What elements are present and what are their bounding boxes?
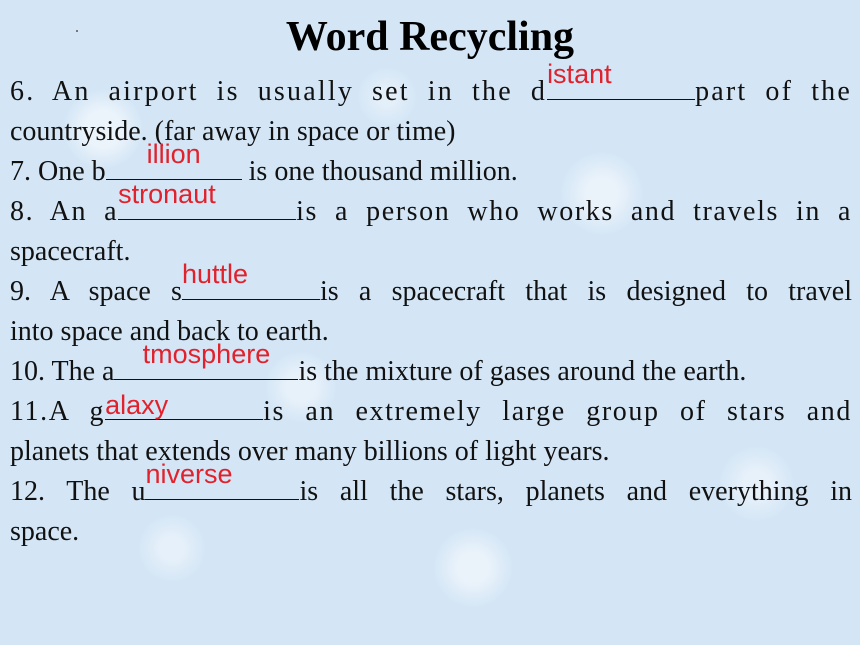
item-8-suffix: is a person who works and travels in a bbox=[296, 196, 853, 227]
item-9-continuation: into space and back to earth. bbox=[10, 316, 329, 347]
item-10-answer: tmosphere bbox=[142, 339, 271, 369]
item-8-line bbox=[10, 179, 853, 232]
item-7-prefix: 7. One b bbox=[10, 156, 106, 187]
stray-dot bbox=[76, 30, 78, 32]
item-8-blank bbox=[118, 179, 296, 220]
slide-title: Word Recycling bbox=[285, 14, 575, 60]
item-6-suffix: part of the bbox=[695, 76, 853, 107]
item-7-suffix: is one thousand million. bbox=[241, 156, 518, 187]
item-6-continuation: countryside. (far away in space or time) bbox=[10, 116, 456, 147]
item-9-answer: huttle bbox=[181, 259, 249, 289]
item-9-line bbox=[10, 259, 852, 312]
item-12-suffix: is all the stars, planets and everything in bbox=[299, 476, 853, 507]
item-9-suffix: is a spacecraft that is designed to travel bbox=[319, 276, 852, 307]
item-11-continuation: planets that extends over many billions of light years. bbox=[10, 436, 610, 467]
item-12-answer: niverse bbox=[145, 459, 233, 489]
item-7-answer: illion bbox=[146, 139, 201, 169]
item-8-continuation: spacecraft. bbox=[10, 236, 131, 267]
item-6-blank bbox=[547, 59, 695, 100]
item-11-prefix: 11.A g bbox=[10, 396, 106, 427]
item-12-continuation: space. bbox=[10, 516, 80, 547]
item-11-line bbox=[10, 392, 852, 432]
item-10-prefix: 10. The a bbox=[10, 356, 115, 387]
item-10-suffix: is the mixture of gases around the earth. bbox=[298, 356, 747, 387]
item-11-suffix: is an extremely large group of stars and bbox=[263, 396, 852, 427]
item-6-answer: istant bbox=[547, 59, 612, 89]
item-6-line bbox=[10, 59, 853, 112]
item-8-answer: stronaut bbox=[118, 179, 216, 209]
item-12-prefix: 12. The u bbox=[10, 476, 146, 507]
item-12-line bbox=[10, 459, 853, 512]
item-9-blank bbox=[181, 259, 320, 300]
item-10-blank bbox=[114, 339, 298, 380]
item-8-prefix: 8. An a bbox=[10, 196, 119, 227]
item-9-prefix: 9. A space s bbox=[10, 276, 182, 307]
item-12-blank bbox=[145, 459, 299, 500]
item-6-prefix: 6. An airport is usually set in the d bbox=[10, 76, 548, 107]
item-11-answer: alaxy bbox=[105, 390, 169, 420]
exercise-list bbox=[10, 59, 853, 552]
item-11-blank bbox=[105, 390, 263, 420]
